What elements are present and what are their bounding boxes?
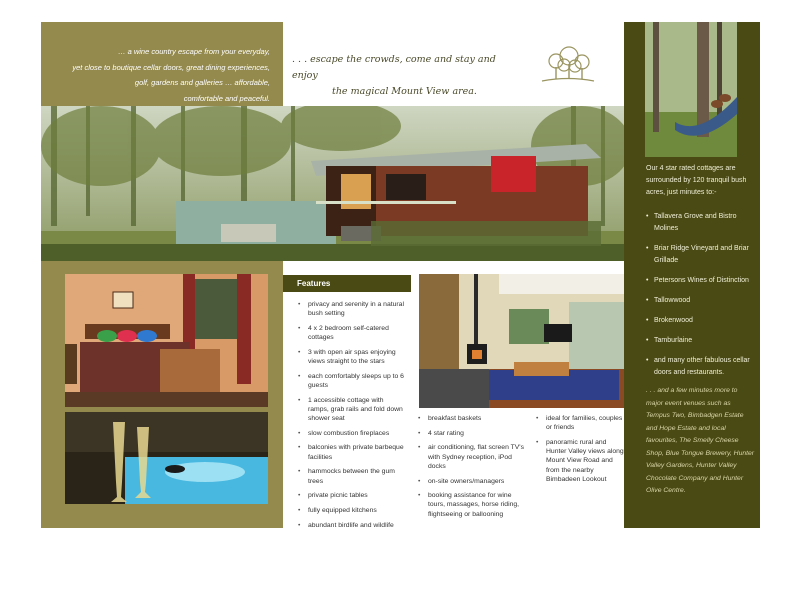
features-list-1 [296, 300, 406, 535]
list-item: • balconies with private barbeque facilities [296, 443, 406, 461]
list-item: • Briar Ridge Vineyard and Briar Grillade [646, 243, 754, 267]
list-item: • breakfast baskets [416, 414, 528, 423]
tagline-line: . . . escape the crowds, come and stay and enjoy [292, 54, 496, 81]
tagline-line: comfortable and peaceful. [183, 93, 270, 103]
event-venues-note: . . . and a few minutes more to major event venues such as Tempus Two, Bimbadgen Estate and Hope Estate and local favourites, The Smelly Cheese Shop, Blue Tongue Brewery, Hunter Valley Gardens, Hunter Valley Chocolate Company and Hunter Olive Centre. [646, 387, 755, 494]
list-item: • slow combustion fireplaces [296, 429, 406, 438]
nearby-list [646, 211, 754, 379]
list-item: • abundant birdlife and wildlife [296, 521, 406, 530]
spa-champagne-photo [65, 412, 268, 504]
list-item: • 4 x 2 bedroom self-catered cottages [296, 324, 406, 342]
center-tagline [292, 52, 524, 100]
lounge-room-photo [419, 274, 624, 408]
bedroom-photo [65, 274, 268, 407]
intro-text: Our 4 star rated cottages are surrounded by 120 tranquil bush acres, just minutes to:- [646, 165, 747, 196]
list-item: • fully equipped kitchens [296, 506, 406, 515]
features-heading: Features [283, 275, 411, 292]
tagline-line: the magical Mount View area. [332, 86, 477, 97]
list-item: • air conditioning, flat screen TV's with Sydney reception, iPod docks [416, 443, 528, 471]
left-tagline [48, 44, 270, 106]
list-item: • on-site owners/managers [416, 477, 528, 486]
right-panel-text [646, 163, 754, 387]
list-item: • Brokenwood [646, 315, 754, 327]
list-item: • Tallowwood [646, 295, 754, 307]
list-item: • privacy and serenity in a natural bush setting [296, 300, 406, 318]
list-item: • hammocks between the gum trees [296, 467, 406, 485]
list-item: • ideal for families, couples or friends [534, 414, 624, 432]
features-list-3 [534, 414, 624, 489]
features-list-2 [416, 414, 528, 524]
tagline-line: … a wine country escape from your everyday, [117, 47, 270, 56]
list-item: • Tamburlaine [646, 335, 754, 347]
list-item: • each comfortably sleeps up to 6 guests [296, 372, 406, 390]
list-item: • panoramic rural and Hunter Valley views along Mount View Road and from the nearby Bimbadeen Lookout [534, 438, 624, 484]
list-item: • Tallavera Grove and Bistro Molines [646, 211, 754, 235]
trees-logo-icon [540, 45, 596, 87]
hammock-photo [645, 22, 737, 157]
list-item: • 1 accessible cottage with ramps, grab rails and fold down shower seat [296, 396, 406, 424]
list-item: • and many other fabulous cellar doors and restaurants. [646, 355, 754, 379]
list-item: • private picnic tables [296, 491, 406, 500]
list-item: • Petersons Wines of Distinction [646, 275, 754, 287]
list-item: • 4 star rating [416, 429, 528, 438]
list-item: • booking assistance for wine tours, massages, horse riding, flightseeing or ballooning [416, 491, 528, 519]
list-item: • 3 with open air spas enjoying views straight to the stars [296, 348, 406, 366]
cottage-exterior-photo [41, 106, 624, 261]
tagline-line: yet close to boutique cellar doors, great dining experiences, [72, 62, 270, 72]
tagline-line: golf, gardens and galleries … affordable, [134, 78, 270, 87]
